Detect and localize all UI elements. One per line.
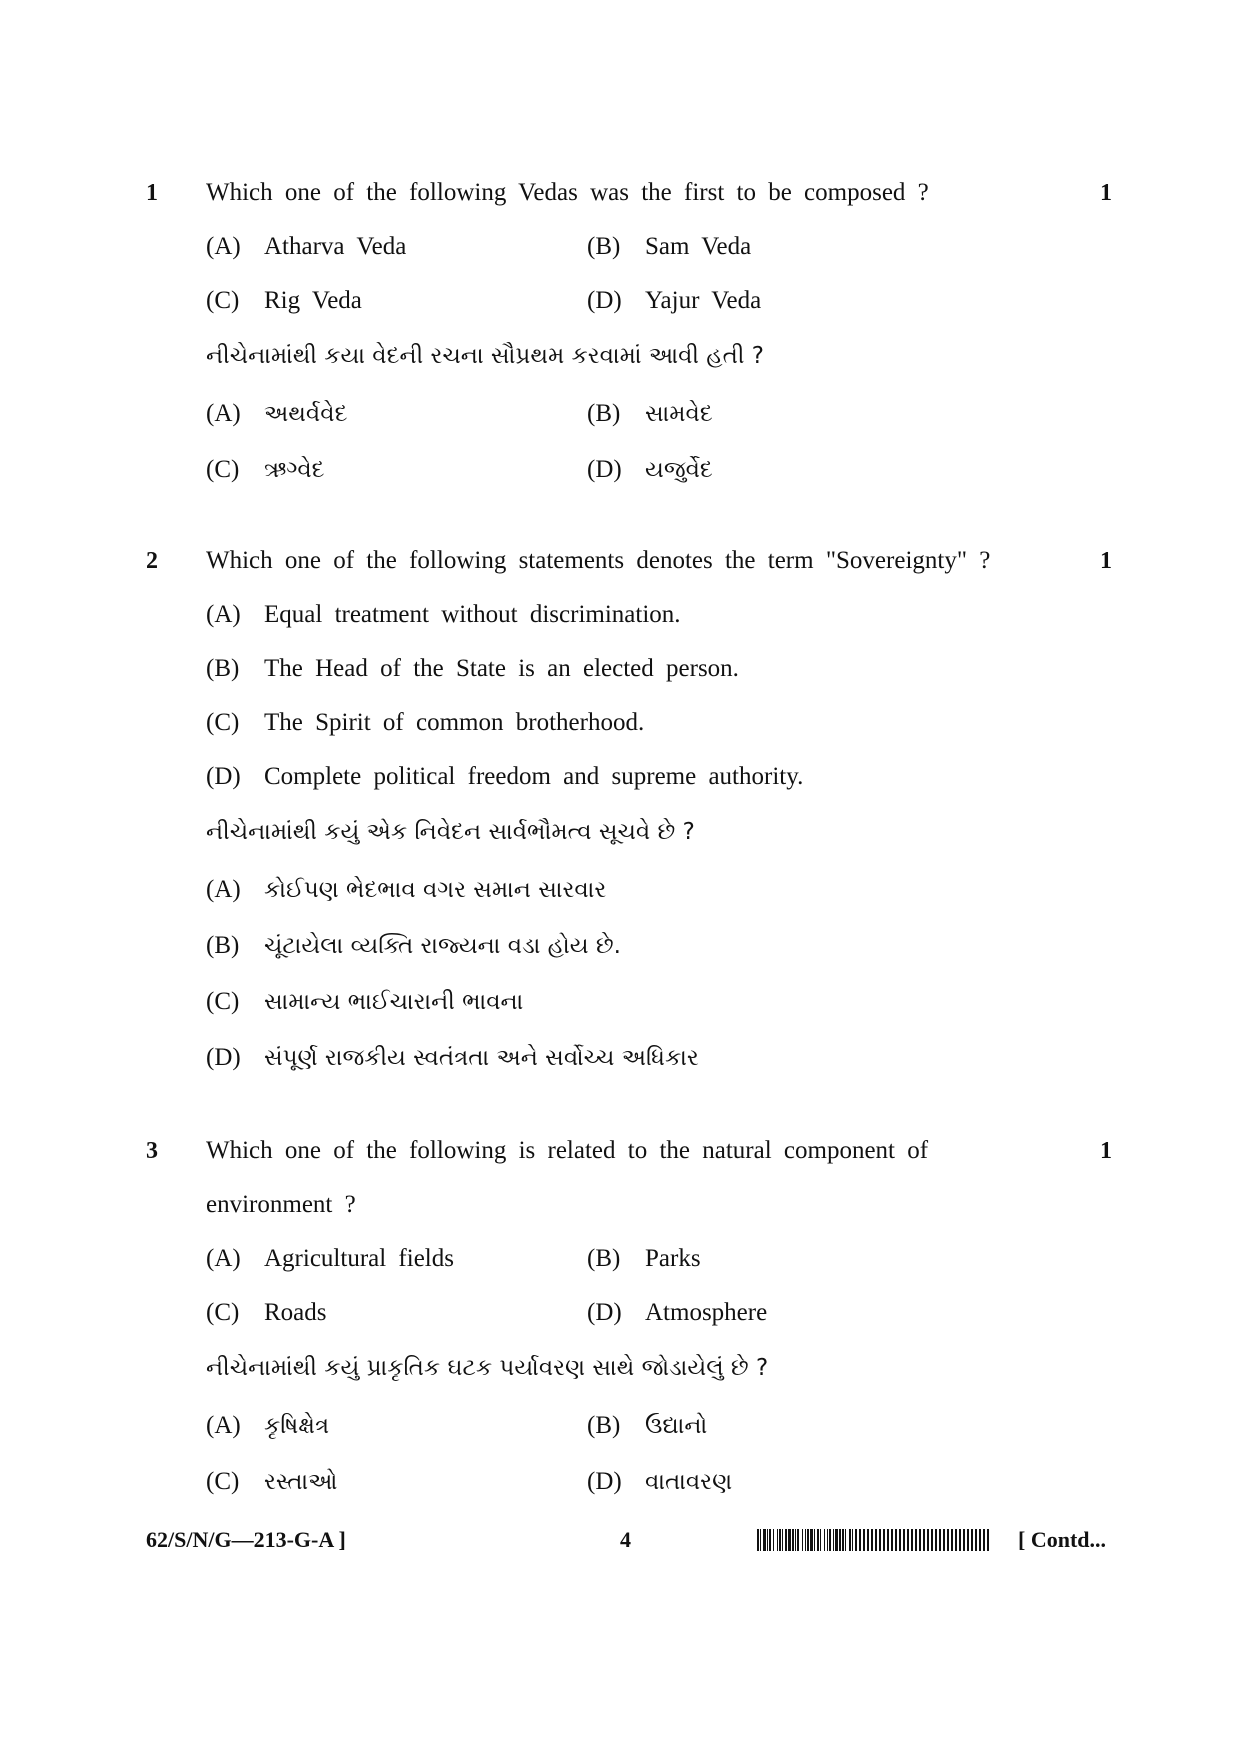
barcode-icon xyxy=(757,1529,991,1551)
q3-option-d: (D) Atmosphere xyxy=(587,1299,768,1326)
q2-option-a: (A) Equal treatment without discrimination. xyxy=(206,601,681,628)
question-3-text-line2: environment ? xyxy=(206,1191,356,1218)
q1-option-d: (D) Yajur Veda xyxy=(587,287,762,314)
q2-option-c-gujarati: (C) સામાન્ય ભાઈચારાની ભાવના xyxy=(206,988,524,1015)
q3-option-c: (C) Roads xyxy=(206,1299,327,1326)
q1-option-d-gujarati: (D) યજુર્વેદ xyxy=(587,456,713,483)
q3-option-b: (B) Parks xyxy=(587,1245,701,1272)
q3-option-a: (A) Agricultural fields xyxy=(206,1245,454,1272)
question-1-number: 1 xyxy=(146,180,158,206)
barcode-stripe xyxy=(989,1529,991,1551)
q3-option-d-gujarati: (D) વાતાવરણ xyxy=(587,1468,733,1495)
q1-option-c-gujarati: (C) ઋગ્વેદ xyxy=(206,456,325,483)
question-3-text-line1: Which one of the following is related to the natural component of xyxy=(206,1137,929,1164)
paper-code: 62/S/N/G—213-G-A ] xyxy=(146,1527,346,1552)
q2-option-b-gujarati: (B) ચૂંટાયેલા વ્યક્તિ રાજ્યના વડા હોય છે. xyxy=(206,932,621,959)
q1-option-b: (B) Sam Veda xyxy=(587,233,752,260)
question-2-marks: 1 xyxy=(1100,548,1112,574)
q2-option-d-gujarati: (D) સંપૂર્ણ રાજકીય સ્વતંત્રતા અને સર્વોચ્ચ અધિકાર xyxy=(206,1044,699,1071)
q1-option-a-gujarati: (A) અથર્વવેદ xyxy=(206,400,348,427)
contd-label: [ Contd... xyxy=(1018,1527,1107,1552)
q3-option-b-gujarati: (B) ઉદ્યાનો xyxy=(587,1412,708,1439)
question-2-number: 2 xyxy=(146,548,158,574)
q2-option-a-gujarati: (A) કોઈપણ ભેદભાવ વગર સમાન સારવાર xyxy=(206,876,607,903)
q1-option-c: (C) Rig Veda xyxy=(206,287,362,314)
q3-option-a-gujarati: (A) કૃષિક્ષેત્ર xyxy=(206,1412,330,1439)
q2-option-d: (D) Complete political freedom and supreme authority. xyxy=(206,763,804,790)
question-3-text-gujarati: નીચેનામાંથી કયું પ્રાકૃતિક ઘટક પર્યાવરણ સાથે જોડાયેલું છે ? xyxy=(206,1355,769,1381)
q1-option-b-gujarati: (B) સામવેદ xyxy=(587,400,713,427)
q2-option-c: (C) The Spirit of common brotherhood. xyxy=(206,709,645,736)
question-2-text-gujarati: નીચેનામાંથી કયું એક નિવેદન સાર્વભૌમત્વ સૂચવે છે ? xyxy=(206,819,695,845)
question-1-marks: 1 xyxy=(1100,180,1112,206)
q2-option-b: (B) The Head of the State is an elected person. xyxy=(206,655,739,682)
question-1-text-gujarati: નીચેનામાંથી કયા વેદની રચના સૌપ્રથમ કરવામાં આવી હતી ? xyxy=(206,343,764,369)
question-2-text: Which one of the following statements denotes the term "Sovereignty" ? xyxy=(206,547,991,574)
q3-option-c-gujarati: (C) રસ્તાઓ xyxy=(206,1468,338,1495)
q1-option-a: (A) Atharva Veda xyxy=(206,233,407,260)
question-1-text: Which one of the following Vedas was the first to be composed ? xyxy=(206,179,929,206)
page-number: 4 xyxy=(620,1527,631,1552)
question-3-number: 3 xyxy=(146,1138,158,1164)
question-3-marks: 1 xyxy=(1100,1138,1112,1164)
